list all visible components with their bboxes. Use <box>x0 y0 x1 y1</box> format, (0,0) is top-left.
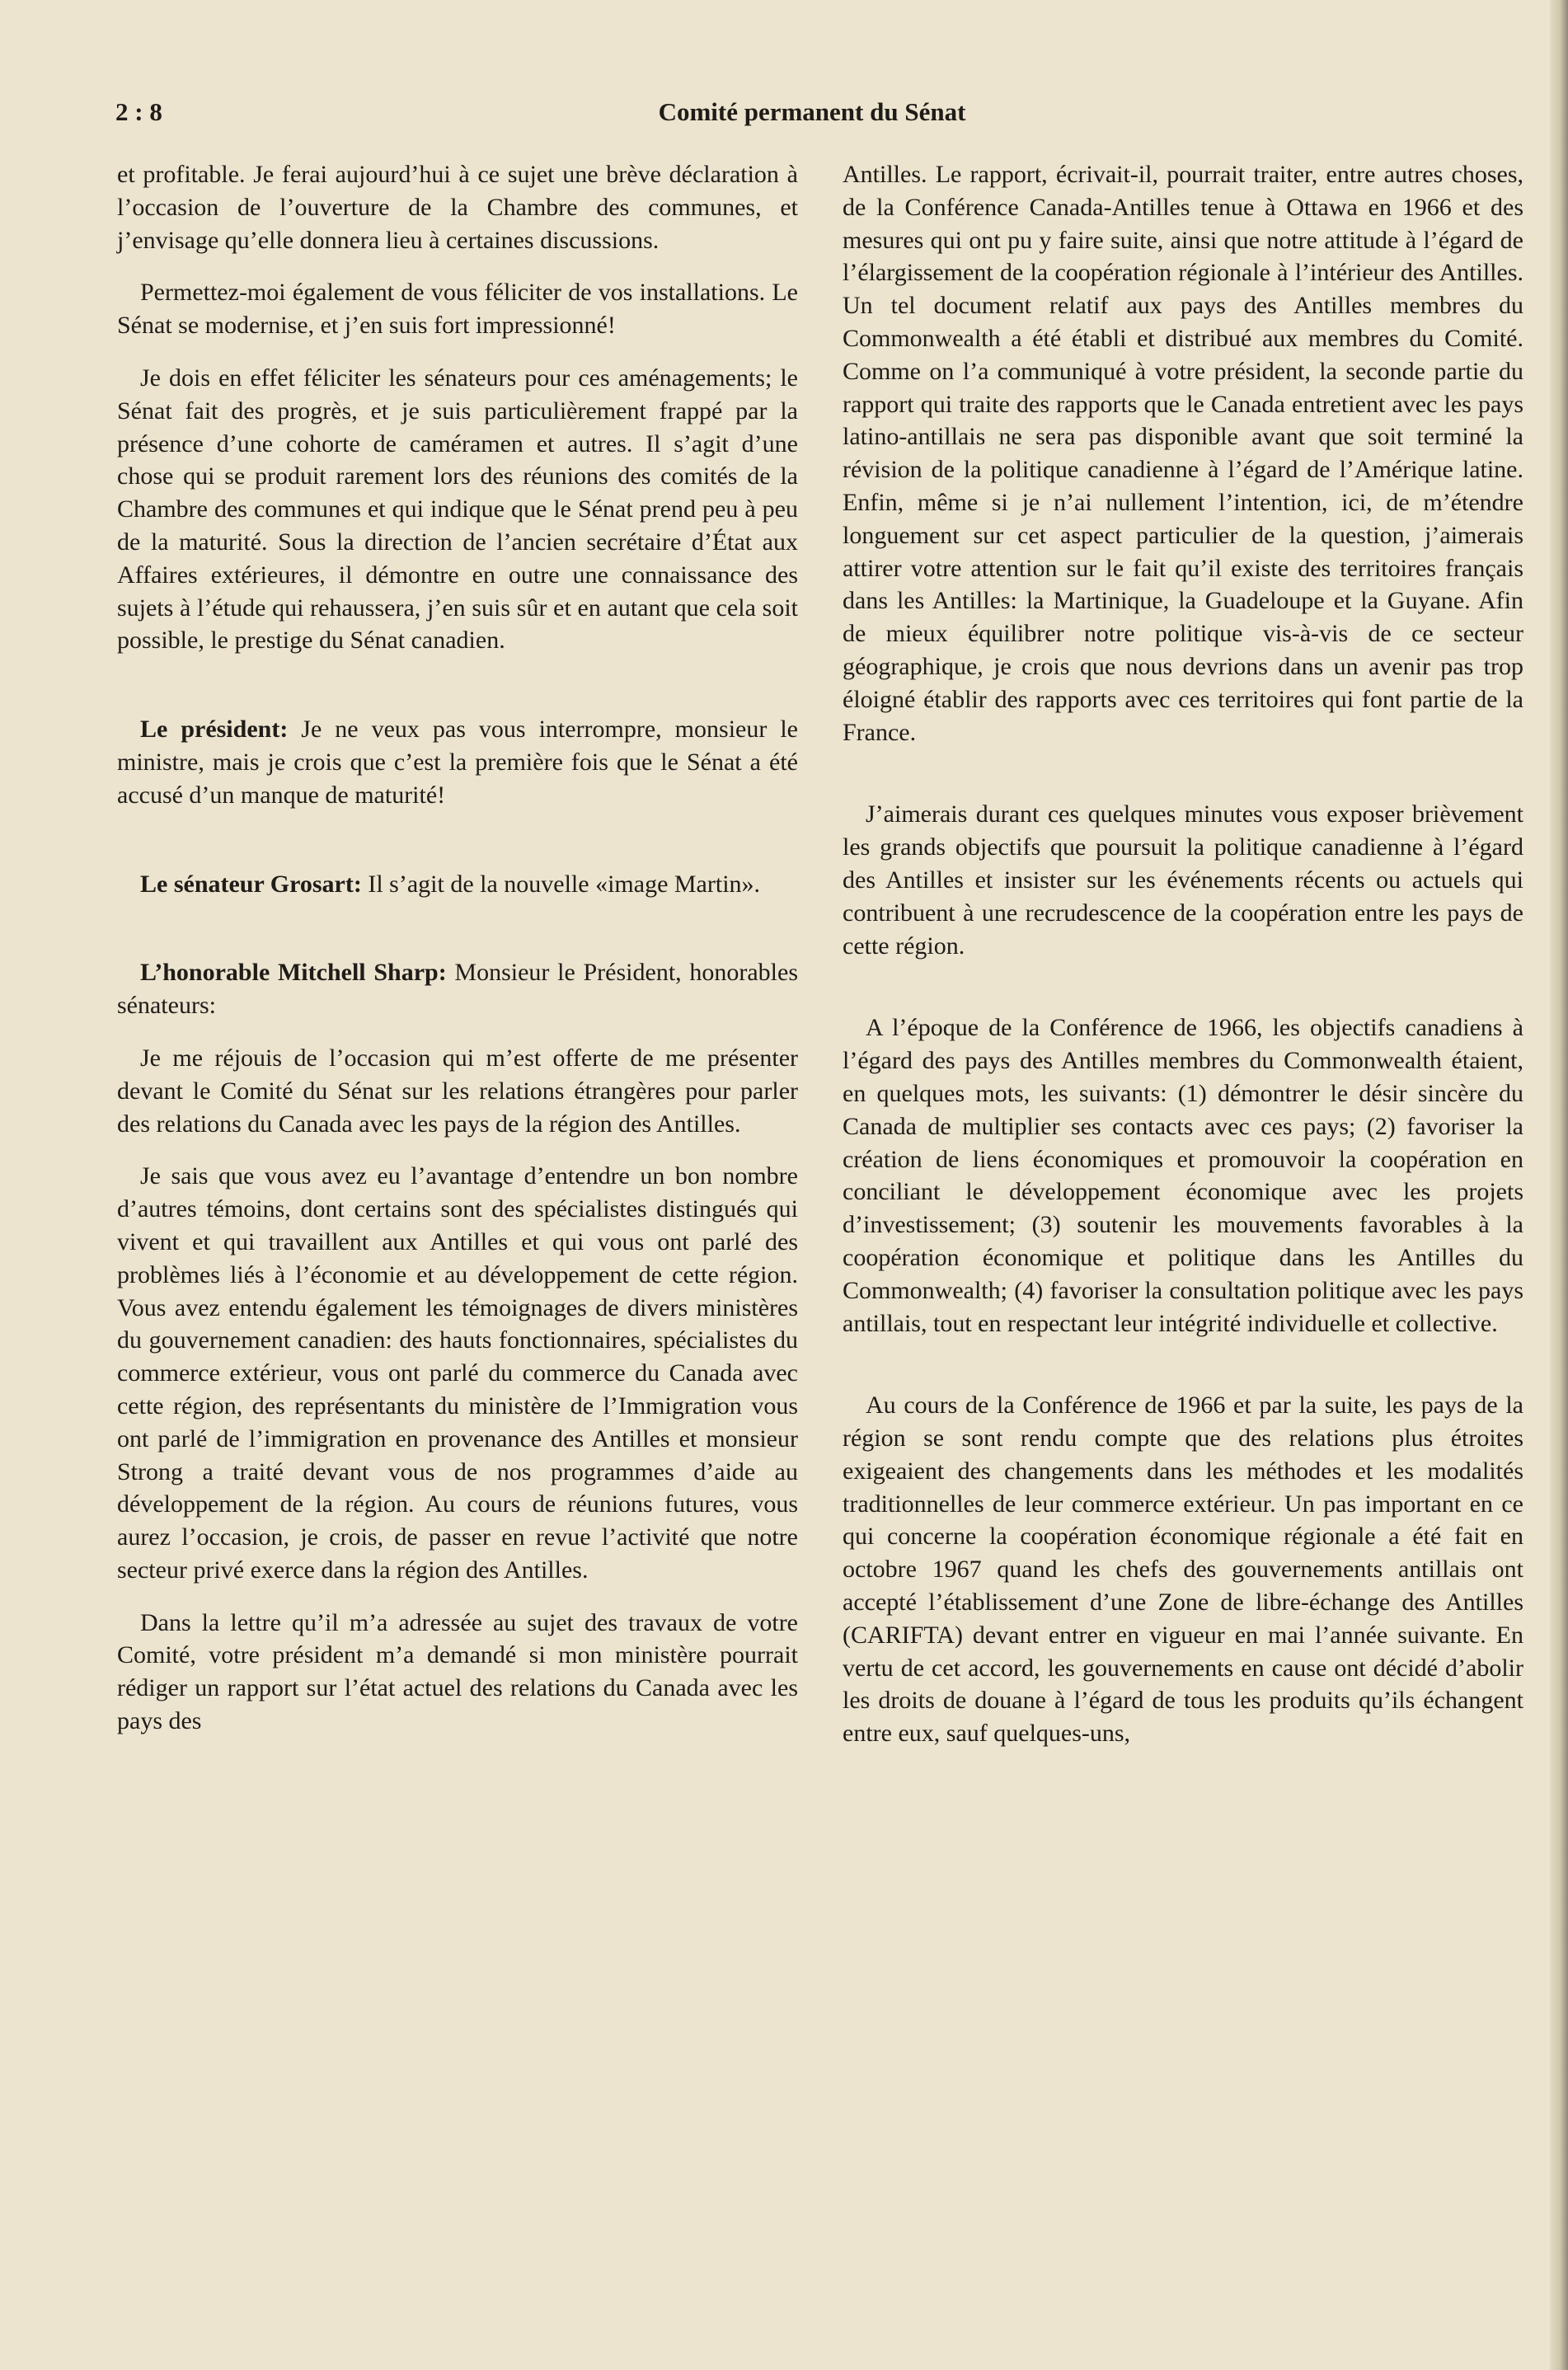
paragraph: Je dois en effet féliciter les sénateurs pour ces aménagements; le Sénat fait des progrès, et je suis particulièrement frappé par la présence d’une cohorte de caméramen et autres. Il s’agit d’une chose qui se produit rarement lors des réunions des comités de la Chambre des communes et qui indique que le Sénat prend peu à peu de la maturité. Sous la direction de l’ancien secrétaire d’État aux Affaires extérieures, il démontre en outre une connaissance des sujets à l’étude qui rehaussera, j’en suis sûr et en autant que cela soit possible, le prestige du Sénat canadien. <box>117 364 798 655</box>
speech-text: Il s’agit de la nouvelle «image Martin». <box>361 870 761 898</box>
paragraph: Je sais que vous avez eu l’avantage d’entendre un bon nombre d’autres témoins, dont certains sont des spécialistes distingués qui vivent et qui travaillent aux Antilles et qui vous ont parlé des problèmes liés à l’économie et au développement de cette région. Vous avez entendu également les témoignages de divers ministères du gouvernement canadien: des hauts fonctionnaires, spécialistes du commerce extérieur, vous ont parlé du commerce du Canada avec cette région, des représentants du ministère de l’Immigration vous ont parlé de l’immigration en provenance des Antilles et monsieur Strong a traité devant vous de nos programmes d’aide au développement de la région. Au cours de réunions futures, vous aurez l’occasion, je crois, de passer en revue l’activité que notre secteur privé exerce dans la région des Antilles. <box>117 1162 798 1584</box>
speaker-paragraph <box>117 956 798 1022</box>
speaker-name: L’honorable Mitchell Sharp: <box>140 959 447 987</box>
paragraph: et profitable. Je ferai aujourd’hui à ce sujet une brève déclaration à l’occasion de l’ouverture de la Chambre des communes, et j’envisage qu’elle donnera lieu à certaines discussions. <box>117 161 798 254</box>
speaker-paragraph <box>117 868 798 901</box>
paragraph: Antilles. Le rapport, écrivait-il, pourrait traiter, entre autres choses, de la Conférence Canada-Antilles tenue à Ottawa en 1966 et des mesures qui ont pu y faire suite, ainsi que notre attitude à l’égard de l’élargissement de la coopération régionale à l’intérieur des Antilles. Un tel document relatif aux pays des Antilles membres du Commonwealth a été établi et distribué aux membres du Comité. Comme on l’a communiqué à votre président, la seconde partie du rapport qui traite des rapports que le Canada entretient avec les pays latino-antillais ne sera pas disponible avant que soit terminé la révision de la politique canadienne à l’égard de l’Amérique latine. Enfin, même si je n’ai nullement l’intention, ici, de m’étendre longuement sur cet aspect particulier de la question, j’aimerais attirer votre attention sur le fait qu’il existe des territoires français dans les Antilles: la Martinique, la Guadeloupe et la Guyane. Afin de mieux équilibrer notre politique vis-à-vis de ce secteur géographique, je crois que nous devrions dans un avenir pas trop éloigné établir des rapports avec ces territoires qui font partie de la France. <box>843 161 1523 746</box>
paragraph: Au cours de la Conférence de 1966 et par la suite, les pays de la région se sont rendu compte que des relations plus étroites exigeaient des changements dans les méthodes et les modalités traditionnelles de leur commerce extérieur. Un pas important en ce qui concerne la coopération économique régionale a été fait en octobre 1967 quand les chefs des gouvernements antillais ont accepté l’établissement d’une Zone de libre-échange des Antilles (CARIFTA) devant entrer en vigueur en mai l’année suivante. En vertu de cet accord, les gouvernements en cause ont décidé d’abolir les droits de douane à l’égard de tous les produits qu’ils échangent entre eux, sauf quelques-uns, <box>843 1391 1523 1748</box>
page-number: 2 : 8 <box>115 97 162 126</box>
speaker-name: Le président: <box>140 716 289 744</box>
running-title: Comité permanent du Sénat <box>658 97 966 126</box>
paragraph: Dans la lettre qu’il m’a adressée au sujet des travaux de votre Comité, votre président m’a demandé si mon ministère pourrait rédiger un rapport sur l’état actuel des relations du Canada avec les pays des <box>117 1608 798 1735</box>
right-column <box>843 158 1523 1770</box>
paragraph: Permettez-moi également de vous féliciter de vos installations. Le Sénat se modernise, et j’en suis fort impressionné! <box>117 279 798 340</box>
left-column <box>117 158 798 1758</box>
page-edge-shadow <box>1550 0 1568 2370</box>
paragraph: J’aimerais durant ces quelques minutes vous exposer brièvement les grands objectifs que poursuit la politique canadienne à l’égard des Antilles et insister sur les événements récents ou actuels qui contribuent à une recrudescence de la coopération entre les pays de cette région. <box>843 800 1523 960</box>
paragraph: A l’époque de la Conférence de 1966, les objectifs canadiens à l’égard des pays des Antilles membres du Commonwealth étaient, en quelques mots, les suivants: (1) démontrer le désir sincère du Canada de multiplier ses contacts avec ces pays; (2) favoriser la création de liens économiques et promouvoir la coopération en conciliant le développement économique avec les projets d’investissement; (3) soutenir les mouvements favorables à la coopération économique et politique dans les Antilles du Commonwealth; (4) favoriser la consultation politique avec les pays antillais, tout en respectant leur intégrité individuelle et collective. <box>843 1014 1523 1337</box>
speech-text: Monsieur le Président, honorables sénateurs: <box>117 959 798 1020</box>
paragraph: Je me réjouis de l’occasion qui m’est offerte de me présenter devant le Comité du Sénat sur les relations étrangères pour parler des relations du Canada avec les pays de la région des Antilles. <box>117 1044 798 1138</box>
speaker-paragraph <box>117 713 798 811</box>
page-header <box>115 92 1509 134</box>
speech-text: Je ne veux pas vous interrompre, monsieur le ministre, mais je crois que c’est la première fois que le Sénat a été accusé d’un manque de maturité! <box>117 716 798 809</box>
speaker-name: Le sénateur Grosart: <box>140 870 362 898</box>
